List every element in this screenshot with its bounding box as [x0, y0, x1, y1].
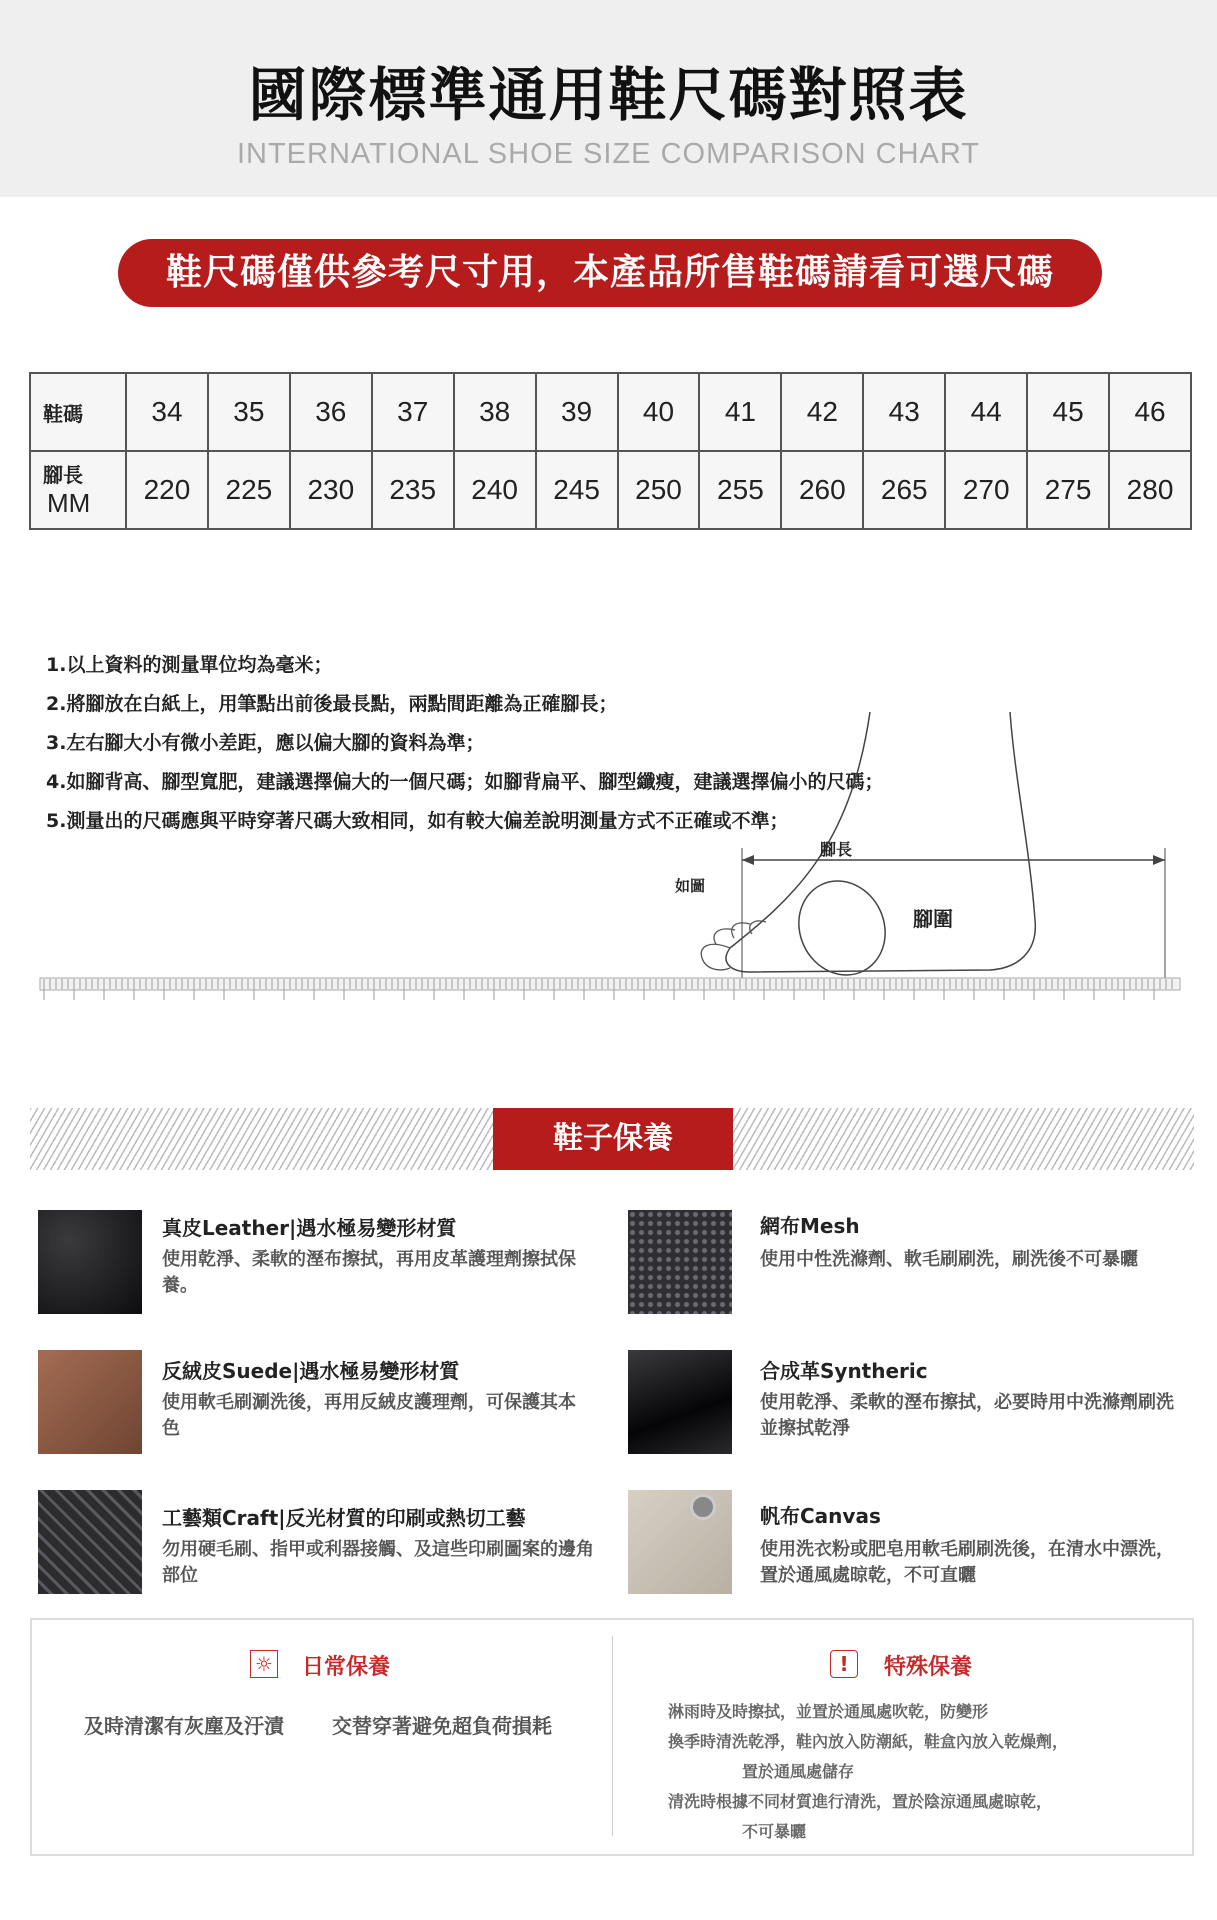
size-row — [30, 373, 1191, 451]
leather-title: 真皮Leather|遇水極易變形材質 — [162, 1216, 457, 1240]
special-care-item: 淋雨時及時擦拭，並置於通風處吹乾，防變形 — [668, 1702, 989, 1721]
length-cell: 230 — [290, 451, 372, 529]
size-cell: 45 — [1027, 373, 1109, 451]
note-1: 1.以上資料的測量單位均為毫米； — [46, 654, 333, 676]
special-care-item: 不可暴曬 — [742, 1822, 807, 1841]
daily-care-item: 及時清潔有灰塵及汙漬 — [84, 1714, 284, 1738]
canvas-desc: 使用洗衣粉或肥皂用軟毛刷刷洗後，在清水中漂洗，置於通風處晾乾，不可直曬 — [760, 1539, 1174, 1586]
sun-icon: ☼ — [250, 1650, 278, 1678]
special-care-item: 清洗時根據不同材質進行清洗，置於陰涼通風處晾乾， — [668, 1792, 1053, 1811]
warning-icon: ! — [830, 1650, 858, 1678]
note-2: 2.將腳放在白紙上，用筆點出前後最長點，兩點間距離為正確腳長； — [46, 693, 618, 715]
craft-title: 工藝類Craft|反光材質的印刷或熱切工藝 — [162, 1506, 526, 1530]
notice-banner: 鞋尺碼僅供參考尺寸用，本產品所售鞋碼請看可選尺碼 — [118, 239, 1102, 307]
length-label-line2: MM — [47, 487, 91, 518]
length-row — [30, 451, 1191, 529]
foot-length-label: 腳長 — [820, 840, 853, 859]
foot-outline — [726, 712, 1035, 972]
length-cell: 255 — [699, 451, 781, 529]
suede-desc: 使用軟毛刷涮洗後，再用反絨皮護理劑，可保護其本色 — [162, 1392, 576, 1439]
length-cell: 250 — [618, 451, 700, 529]
length-row-label — [30, 451, 126, 529]
suede-swatch — [38, 1350, 142, 1454]
size-cell: 36 — [290, 373, 372, 451]
length-cell: 240 — [454, 451, 536, 529]
note-3: 3.左右腳大小有微小差距，應以偏大腳的資料為準； — [46, 732, 485, 754]
care-banner-hatch-right — [733, 1108, 1194, 1170]
synthetic-swatch — [628, 1350, 732, 1454]
size-table — [29, 372, 1192, 530]
canvas-swatch — [628, 1490, 732, 1594]
size-cell: 38 — [454, 373, 536, 451]
size-cell: 44 — [945, 373, 1027, 451]
mesh-swatch — [628, 1210, 732, 1314]
size-cell: 40 — [618, 373, 700, 451]
length-cell: 280 — [1109, 451, 1191, 529]
note-5: 5.測量出的尺碼應與平時穿著尺碼大致相同，如有較大偏差說明測量方式不正確或不準； — [46, 810, 789, 832]
size-cell: 37 — [372, 373, 454, 451]
foot-measure-illustration — [30, 700, 1190, 1010]
note-4: 4.如腳背高、腳型寬肥，建議選擇偏大的一個尺碼；如腳背扁平、腳型纖瘦，建議選擇偏小的尺碼； — [46, 771, 884, 793]
synthetic-desc: 使用乾淨、柔軟的溼布擦拭，必要時用中洗滌劑刷洗並擦拭乾淨 — [760, 1392, 1174, 1439]
daily-care-title: 日常保養 — [302, 1655, 391, 1680]
arrow-head-left — [742, 855, 754, 865]
special-care-item: 置於通風處儲存 — [742, 1762, 855, 1781]
size-cell: 42 — [781, 373, 863, 451]
toe-shape — [750, 921, 766, 934]
length-cell: 220 — [126, 451, 208, 529]
length-cell: 275 — [1027, 451, 1109, 529]
canvas-title: 帆布Canvas — [760, 1504, 881, 1528]
length-cell: 235 — [372, 451, 454, 529]
synthetic-title: 合成革Syntheric — [760, 1359, 928, 1383]
craft-desc: 勿用硬毛刷、指甲或利器接觸、及這些印刷圖案的邊角部位 — [162, 1539, 594, 1586]
length-cell: 260 — [781, 451, 863, 529]
ruler — [40, 978, 1180, 990]
leather-desc: 使用乾淨、柔軟的溼布擦拭，再用皮革護理劑擦拭保養。 — [162, 1249, 576, 1296]
daily-care-item: 交替穿著避免超負荷損耗 — [332, 1714, 552, 1738]
leather-swatch — [38, 1210, 142, 1314]
eyelet-icon — [690, 1494, 716, 1520]
foot-girth-label: 腳圍 — [913, 907, 953, 931]
size-cell: 46 — [1109, 373, 1191, 451]
mesh-desc: 使用中性洗滌劑、軟毛刷刷洗，刷洗後不可暴曬 — [760, 1249, 1138, 1270]
care-section-title: 鞋子保養 — [493, 1108, 733, 1170]
as-shown-label: 如圖 — [675, 877, 706, 895]
size-cell: 39 — [536, 373, 618, 451]
size-cell: 34 — [126, 373, 208, 451]
care-banner-hatch-left — [30, 1108, 493, 1170]
length-cell: 245 — [536, 451, 618, 529]
care-tips-divider — [612, 1636, 613, 1836]
special-care-title: 特殊保養 — [884, 1655, 973, 1680]
craft-swatch — [38, 1490, 142, 1594]
size-row-label: 鞋碼 — [30, 373, 126, 451]
size-cell: 43 — [863, 373, 945, 451]
length-label-line1: 腳長 — [43, 462, 83, 487]
special-care-item: 換季時清洗乾淨，鞋內放入防潮紙，鞋盒內放入乾燥劑， — [668, 1732, 1069, 1751]
mesh-title: 網布Mesh — [760, 1214, 860, 1238]
arrow-head-right — [1153, 855, 1165, 865]
length-cell: 270 — [945, 451, 1027, 529]
size-cell: 41 — [699, 373, 781, 451]
suede-title: 反絨皮Suede|遇水極易變形材質 — [162, 1359, 460, 1383]
length-cell: 225 — [208, 451, 290, 529]
size-cell: 35 — [208, 373, 290, 451]
length-cell: 265 — [863, 451, 945, 529]
page-subtitle: INTERNATIONAL SHOE SIZE COMPARISON CHART — [236, 138, 981, 170]
page-title: 國際標準通用鞋尺碼對照表 — [248, 61, 969, 129]
